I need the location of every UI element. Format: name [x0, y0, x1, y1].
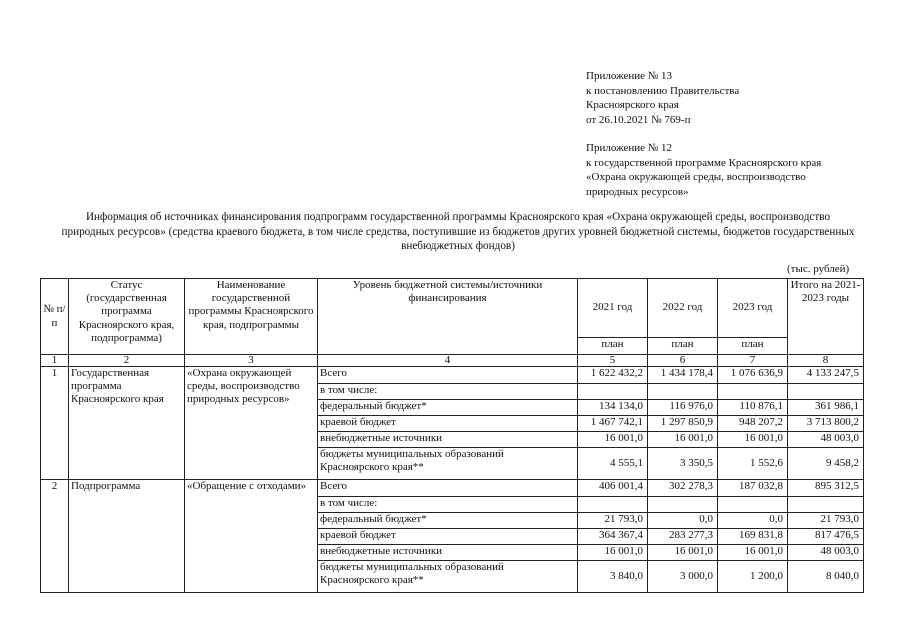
budget-level-cell: федеральный бюджет*: [318, 400, 578, 416]
column-number-row: [41, 355, 864, 367]
value-2021-cell: 134 134,0: [578, 400, 648, 416]
value-2021-cell: 1 622 432,2: [578, 367, 648, 384]
budget-level-cell: в том числе:: [318, 497, 578, 513]
appendix-12-block: [586, 141, 821, 199]
value-2023-cell: 1 552,6: [718, 448, 788, 480]
value-total-cell: 4 133 247,5: [788, 367, 864, 384]
value-total-cell: 48 003,0: [788, 432, 864, 448]
program-name-cell: «Охрана окружающей среды, воспроизводство природных ресурсов»: [185, 367, 318, 480]
value-2022-cell: [648, 497, 718, 513]
plan-label: план: [578, 338, 648, 355]
value-2023-cell: 948 207,2: [718, 416, 788, 432]
col-number: 3: [185, 355, 318, 367]
value-total-cell: 817 476,5: [788, 529, 864, 545]
budget-level-cell: в том числе:: [318, 384, 578, 400]
value-2021-cell: 4 555,1: [578, 448, 648, 480]
value-2022-cell: 3 000,0: [648, 561, 718, 593]
value-2022-cell: 1 297 850,9: [648, 416, 718, 432]
col-number: 5: [578, 355, 648, 367]
budget-level-cell: краевой бюджет: [318, 529, 578, 545]
table-row: [41, 367, 864, 384]
budget-level-cell: Всего: [318, 480, 578, 497]
value-2023-cell: 110 876,1: [718, 400, 788, 416]
budget-level-cell: бюджеты муниципальных образований Красноярского края**: [318, 561, 578, 593]
value-2022-cell: 16 001,0: [648, 545, 718, 561]
document-title: [40, 210, 876, 254]
header-2023: 2023 год: [718, 279, 788, 338]
value-2022-cell: 1 434 178,4: [648, 367, 718, 384]
value-2023-cell: 1 076 636,9: [718, 367, 788, 384]
value-2021-cell: 406 001,4: [578, 480, 648, 497]
value-2021-cell: 1 467 742,1: [578, 416, 648, 432]
value-2023-cell: [718, 497, 788, 513]
value-total-cell: 21 793,0: [788, 513, 864, 529]
value-2023-cell: [718, 384, 788, 400]
header-name: Наименование государственной программы Красноярского края, подпрограммы: [185, 279, 318, 355]
table-row: [41, 480, 864, 497]
row-number: 1: [41, 367, 69, 480]
header-level: Уровень бюджетной системы/источники финансирования: [318, 279, 578, 355]
header-2021: 2021 год: [578, 279, 648, 338]
value-2023-cell: 16 001,0: [718, 432, 788, 448]
value-2022-cell: 116 976,0: [648, 400, 718, 416]
value-2022-cell: 0,0: [648, 513, 718, 529]
value-2022-cell: 3 350,5: [648, 448, 718, 480]
value-total-cell: 9 458,2: [788, 448, 864, 480]
value-2023-cell: 1 200,0: [718, 561, 788, 593]
appendix-line: природных ресурсов»: [586, 185, 689, 198]
title-line: внебюджетных фондов): [401, 240, 515, 253]
header-total: Итого на 2021-2023 годы: [788, 279, 864, 355]
value-2023-cell: 0,0: [718, 513, 788, 529]
value-2021-cell: 364 367,4: [578, 529, 648, 545]
value-2022-cell: 302 278,3: [648, 480, 718, 497]
value-total-cell: 895 312,5: [788, 480, 864, 497]
value-2021-cell: 16 001,0: [578, 432, 648, 448]
appendix-line: «Охрана окружающей среды, воспроизводство: [586, 171, 806, 184]
budget-level-cell: внебюджетные источники: [318, 432, 578, 448]
value-2021-cell: [578, 497, 648, 513]
col-number: 7: [718, 355, 788, 367]
title-line: природных ресурсов» (средства краевого бюджета, в том числе средства, поступившие из бюджетов других уровней бюджетной системы, бюджетов государственных: [61, 225, 855, 238]
program-name-cell: «Обращение с отходами»: [185, 480, 318, 593]
value-total-cell: 3 713 800,2: [788, 416, 864, 432]
budget-level-cell: Всего: [318, 367, 578, 384]
appendix-line: Красноярского края: [586, 99, 679, 112]
value-2021-cell: 16 001,0: [578, 545, 648, 561]
appendix-13-block: [586, 69, 739, 127]
funding-table: [40, 278, 864, 593]
appendix-line: к государственной программе Красноярского края: [586, 156, 822, 169]
budget-level-cell: федеральный бюджет*: [318, 513, 578, 529]
value-2023-cell: 16 001,0: [718, 545, 788, 561]
status-cell: Государственная программа Красноярского края: [69, 367, 185, 480]
value-2022-cell: [648, 384, 718, 400]
units-label: (тыс. рублей): [787, 263, 850, 275]
value-total-cell: 48 003,0: [788, 545, 864, 561]
value-2021-cell: 3 840,0: [578, 561, 648, 593]
value-total-cell: 361 986,1: [788, 400, 864, 416]
status-cell: Подпрограмма: [69, 480, 185, 593]
header-num: № п/п: [41, 279, 69, 355]
value-2021-cell: [578, 384, 648, 400]
header-row: [41, 279, 864, 338]
budget-level-cell: бюджеты муниципальных образований Красноярского края**: [318, 448, 578, 480]
appendix-line: Приложение № 13: [586, 70, 673, 82]
plan-label: план: [718, 338, 788, 355]
title-line: Информация об источниках финансирования подпрограмм государственной программы Красноярского края «Охрана окружающей среды, воспроизводство: [85, 211, 831, 223]
plan-label: план: [648, 338, 718, 355]
value-total-cell: 8 040,0: [788, 561, 864, 593]
col-number: 8: [788, 355, 864, 367]
value-2023-cell: 169 831,8: [718, 529, 788, 545]
value-2022-cell: 16 001,0: [648, 432, 718, 448]
header-status: Статус (государственная программа Красноярского края, подпрограмма): [69, 279, 185, 355]
appendix-line: к постановлению Правительства: [586, 84, 740, 97]
budget-level-cell: краевой бюджет: [318, 416, 578, 432]
value-2022-cell: 283 277,3: [648, 529, 718, 545]
value-total-cell: [788, 384, 864, 400]
col-number: 1: [41, 355, 69, 367]
appendix-line: от 26.10.2021 № 769-п: [586, 113, 691, 126]
col-number: 2: [69, 355, 185, 367]
value-2021-cell: 21 793,0: [578, 513, 648, 529]
value-2023-cell: 187 032,8: [718, 480, 788, 497]
appendix-line: Приложение № 12: [586, 142, 673, 154]
header-2022: 2022 год: [648, 279, 718, 338]
col-number: 6: [648, 355, 718, 367]
value-total-cell: [788, 497, 864, 513]
row-number: 2: [41, 480, 69, 593]
col-number: 4: [318, 355, 578, 367]
budget-level-cell: внебюджетные источники: [318, 545, 578, 561]
